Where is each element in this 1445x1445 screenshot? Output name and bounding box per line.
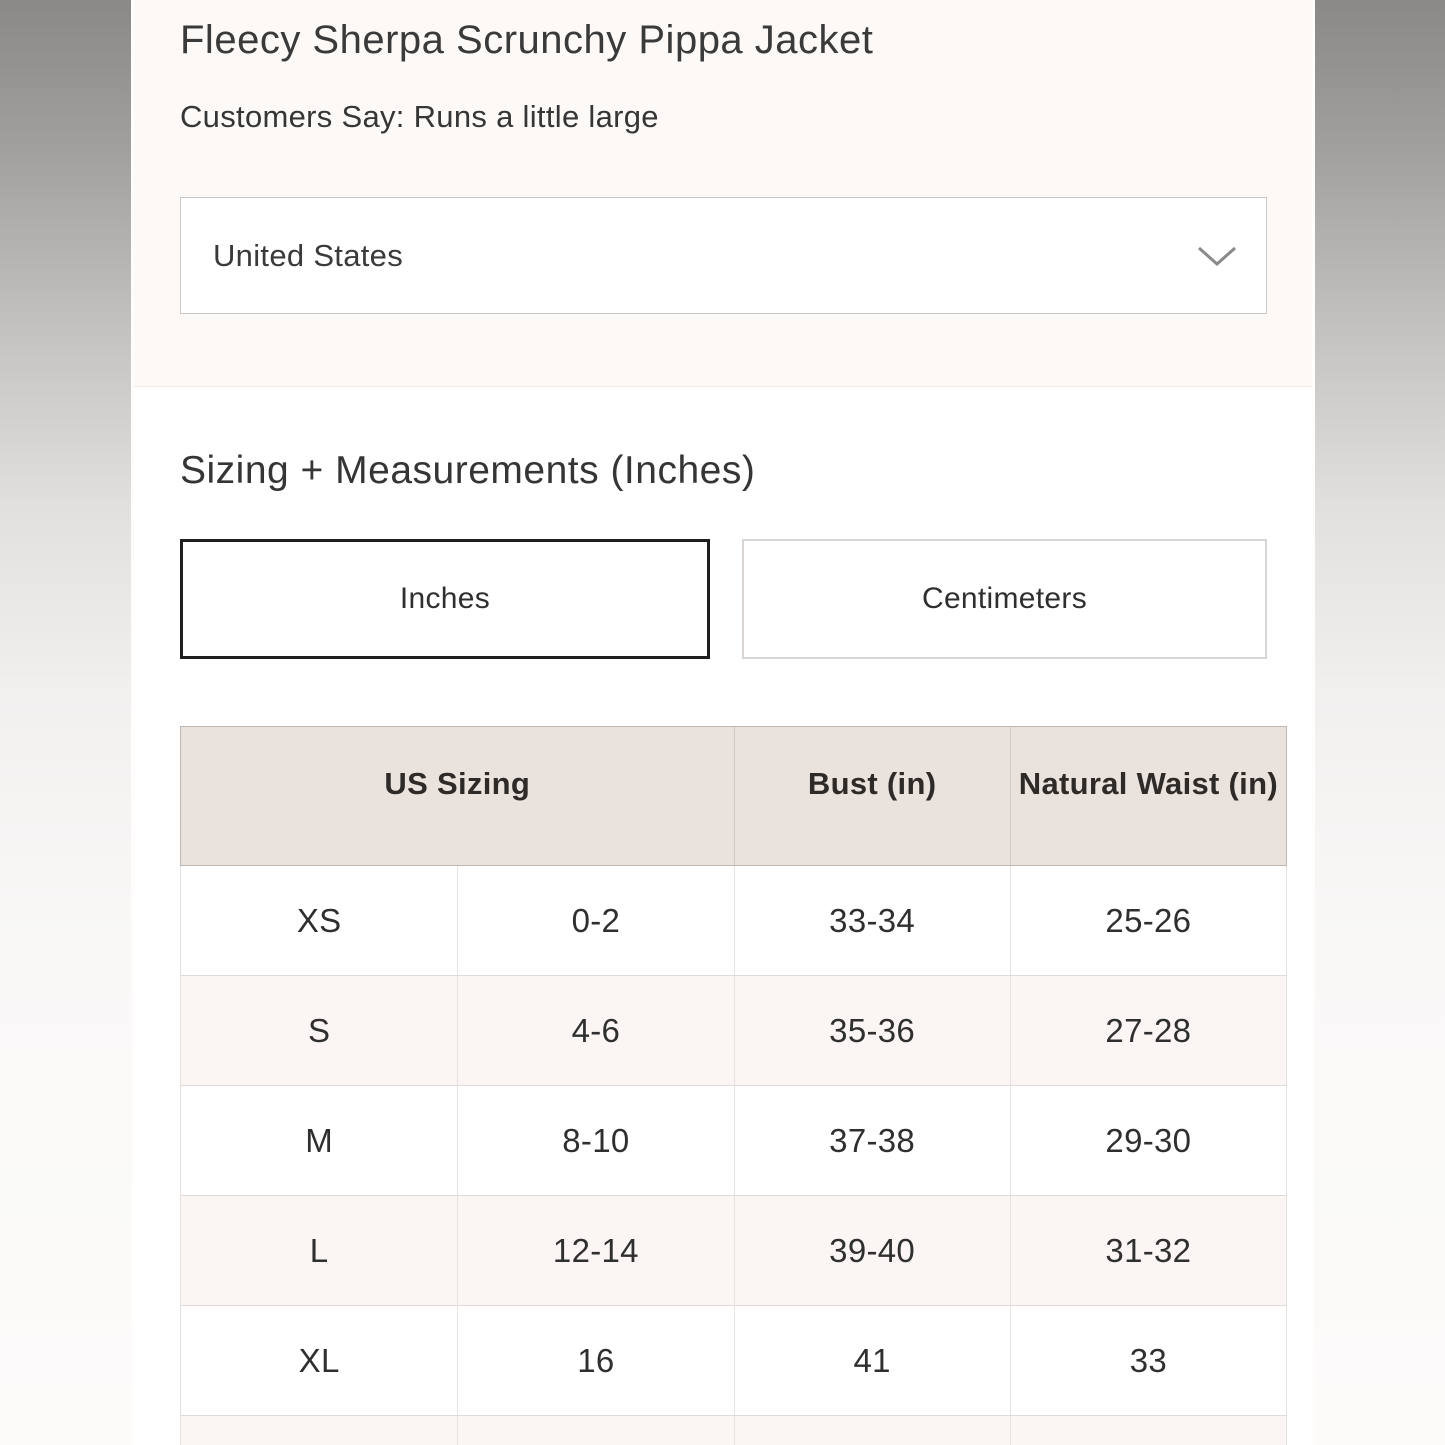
table-cell: 39-40 — [734, 1196, 1010, 1305]
table-cell — [457, 1416, 733, 1445]
product-header-section — [134, 0, 1312, 387]
table-cell: 41 — [734, 1306, 1010, 1415]
header-natural-waist: Natural Waist (in) — [1010, 727, 1286, 865]
table-cell — [1010, 1416, 1286, 1445]
customers-say-note: Customers Say: Runs a little large — [180, 99, 659, 134]
header-bust: Bust (in) — [734, 727, 1010, 865]
size-chart-body — [180, 866, 1287, 1445]
sizing-section — [134, 387, 1312, 1445]
table-row — [181, 1196, 1286, 1306]
table-cell: 16 — [457, 1306, 733, 1415]
table-cell: S — [307, 1011, 331, 1049]
table-row — [181, 1306, 1286, 1416]
table-cell: XS — [296, 901, 342, 939]
table-row-partial — [181, 1416, 1286, 1445]
table-cell: 12-14 — [457, 1196, 733, 1305]
chevron-down-icon — [1196, 244, 1238, 268]
table-cell: 4-6 — [457, 976, 733, 1085]
table-cell: 37-38 — [734, 1086, 1010, 1195]
table-cell — [181, 1416, 457, 1445]
table-cell: 29-30 — [1010, 1086, 1286, 1195]
country-select-value: United States — [213, 237, 404, 273]
table-cell: 0-2 — [457, 866, 733, 975]
sizing-section-heading: Sizing + Measurements (Inches) — [180, 449, 756, 492]
table-row — [181, 866, 1286, 976]
table-cell: XL — [298, 1341, 340, 1379]
left-edge-gradient — [0, 0, 131, 1445]
table-cell: 31-32 — [1010, 1196, 1286, 1305]
table-cell: 33-34 — [734, 866, 1010, 975]
right-edge-gradient — [1315, 0, 1445, 1445]
centimeters-toggle-button[interactable]: Centimeters — [742, 539, 1267, 659]
unit-toggle — [180, 539, 1267, 659]
country-select-dropdown[interactable] — [180, 197, 1267, 314]
size-chart-table — [180, 726, 1287, 1445]
header-us-sizing: US Sizing — [384, 766, 531, 801]
table-cell: L — [309, 1231, 329, 1269]
table-cell: 33 — [1010, 1306, 1286, 1415]
inches-toggle-button[interactable]: Inches — [180, 539, 710, 659]
table-cell: 8-10 — [457, 1086, 733, 1195]
table-row — [181, 1086, 1286, 1196]
size-chart-header-row — [180, 726, 1287, 866]
table-cell: M — [305, 1121, 334, 1159]
table-cell: 35-36 — [734, 976, 1010, 1085]
product-title: Fleecy Sherpa Scrunchy Pippa Jacket — [180, 18, 874, 62]
table-row — [181, 976, 1286, 1086]
page-content — [131, 0, 1315, 1445]
table-cell: 25-26 — [1010, 866, 1286, 975]
table-cell — [734, 1416, 1010, 1445]
table-cell: 27-28 — [1010, 976, 1286, 1085]
